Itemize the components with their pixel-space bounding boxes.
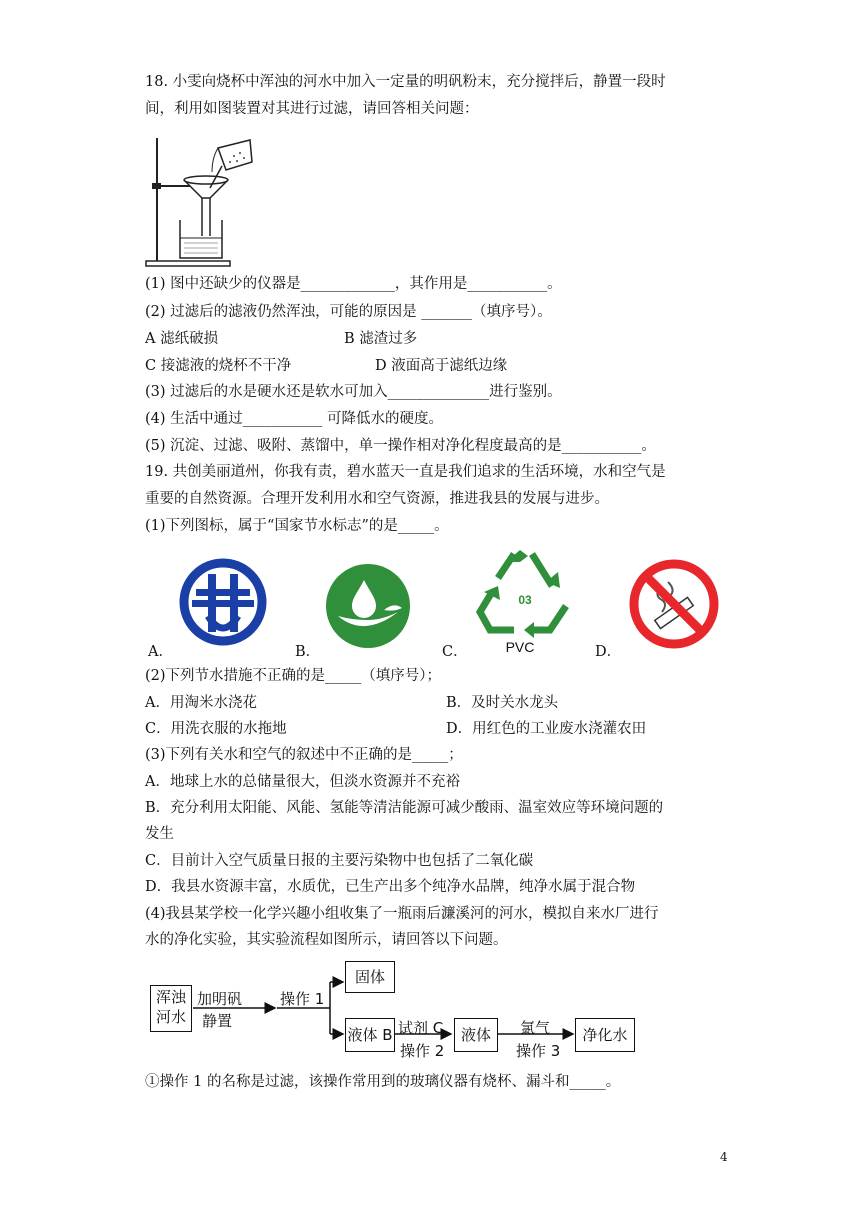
water-drop-logo-icon: [324, 562, 412, 650]
q18-part2: (2) 过滤后的滤液仍然浑浊，可能的原因是 _______（填序号）。: [145, 304, 552, 320]
q19-sub2-option-d: D．用红色的工业废水浇灌农田: [446, 721, 647, 737]
q19-sub2-option-a: A．用淘米水浇花: [145, 695, 257, 711]
q18-intro-line2: 间，利用如图装置对其进行过滤，请回答相关问题：: [145, 101, 479, 117]
q19-sub3-option-b-line1: B．充分利用太阳能、风能、氢能等清洁能源可减少酸雨、温室效应等环境问题的: [145, 800, 664, 816]
flow-settle: 静置: [202, 1012, 233, 1030]
q19-sub4-question1: ①操作 1 的名称是过滤，该操作常用到的玻璃仪器有烧杯、漏斗和_____。: [145, 1074, 621, 1090]
no-smoking-icon: [624, 556, 724, 652]
icon-label-b: B．: [295, 644, 321, 660]
filtration-apparatus-diagram: [140, 128, 260, 268]
flow-op1: 操作 1: [280, 990, 325, 1008]
q18-option-c: C 接滤液的烧杯不干净: [145, 358, 292, 374]
icon-label-c: C．: [442, 644, 468, 660]
recycle-material: PVC: [505, 639, 535, 655]
q18-part4: (4) 生活中通过___________ 可降低水的硬度。: [145, 411, 444, 427]
q19-sub3-option-d: D．我县水资源丰富，水质优，已生产出多个纯净水品牌，纯净水属于混合物: [145, 879, 636, 895]
q19-intro-line2: 重要的自然资源。合理开发利用水和空气资源，推进我县的发展与进步。: [145, 491, 609, 507]
q19-sub2: (2)下列节水措施不正确的是_____（填序号）；: [145, 668, 442, 684]
q18-intro-line1: 18. 小雯向烧杯中浑浊的河水中加入一定量的明矾粉末，充分搅拌后，静置一段时: [145, 74, 666, 90]
q19-sub4-line2: 水的净化实验，其实验流程如图所示，请回答以下问题。: [145, 932, 508, 948]
q18-option-d: D 液面高于滤纸边缘: [375, 358, 508, 374]
flow-solid-box: 固体: [345, 961, 395, 993]
page-number: 4: [720, 1150, 728, 1164]
q19-sub3: (3)下列有关水和空气的叙述中不正确的是_____；: [145, 747, 463, 763]
flow-liquid-box: 液体: [454, 1018, 498, 1052]
flow-reagent-c: 试剂 C: [398, 1019, 444, 1037]
q18-part5: (5) 沉淀、过滤、吸附、蒸馏中，单一操作相对净化程度最高的是___________。: [145, 438, 656, 454]
q19-sub3-option-a: A．地球上水的总储量很大，但淡水资源并不充裕: [145, 774, 460, 790]
flow-op3: 操作 3: [516, 1042, 561, 1060]
q19-sub2-option-c: C．用洗衣服的水拖地: [145, 721, 287, 737]
water-saving-logo-icon: [178, 556, 268, 648]
q18-option-a: A 滤纸破损: [145, 331, 219, 347]
flow-start-box: 浑浊 河水: [150, 985, 192, 1032]
q19-sub3-option-c: C．目前计入空气质量日报的主要污染物中也包括了二氧化碳: [145, 853, 534, 869]
recycle-code: 03: [518, 593, 532, 607]
flow-chlorine: 氯气: [520, 1019, 551, 1037]
icon-label-a: A．: [148, 644, 173, 660]
flow-pure-water-box: 净化水: [575, 1018, 635, 1052]
q19-sub3-option-b-line2: 发生: [145, 826, 174, 842]
flow-add-alum: 加明矾: [197, 990, 243, 1008]
icon-label-d: D．: [595, 644, 622, 660]
q19-intro-line1: 19. 共创美丽道州，你我有责，碧水蓝天一直是我们追求的生活环境，水和空气是: [145, 464, 666, 480]
flow-op2: 操作 2: [400, 1042, 445, 1060]
q19-sub2-option-b: B．及时关水龙头: [446, 695, 559, 711]
flow-liquid-b-box: 液体 B: [345, 1018, 395, 1052]
q18-part1: (1) 图中还缺少的仪器是_____________，其作用是___________。: [145, 276, 562, 292]
recycle-pvc-icon: [470, 542, 580, 658]
q18-option-b: B 滤渣过多: [344, 331, 418, 347]
q18-part3: (3) 过滤后的水是硬水还是软水可加入______________进行鉴别。: [145, 384, 562, 400]
q19-sub4-line1: (4)我县某学校一化学兴趣小组收集了一瓶雨后濂溪河的河水，模拟自来水厂进行: [145, 906, 659, 922]
q19-sub1: (1)下列图标，属于“国家节水标志”的是_____。: [145, 518, 449, 534]
